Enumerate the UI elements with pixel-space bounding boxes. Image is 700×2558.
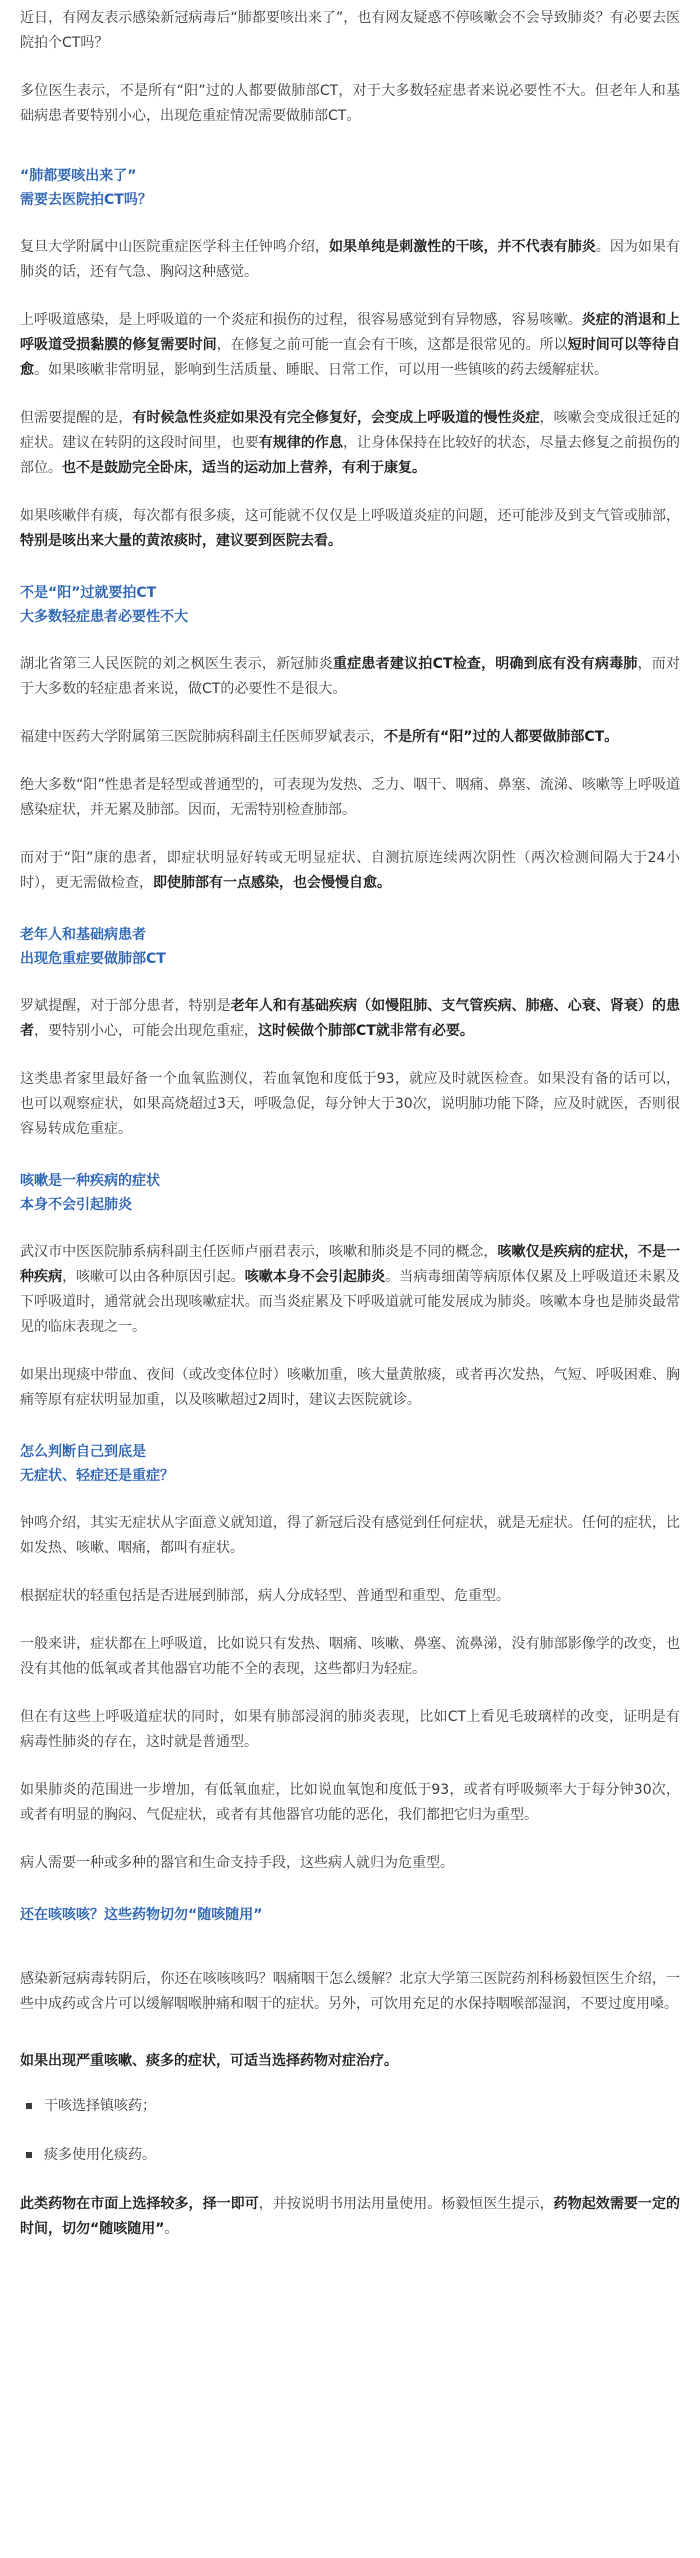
paragraph: 如果肺炎的范围进一步增加，有低氧血症，比如说血氧饱和度低于93，或者有呼吸频率大于每分钟30次，或者有明显的胸闷、气促症状，或者有其他器官功能的恶化，我们都把它归为重型。 <box>20 1782 680 1823</box>
paragraph: 绝大多数“阳”性患者是轻型或普通型的，可表现为发热、乏力、咽干、咽痛、鼻塞、流涕、咳嗽等上呼吸道感染症状，并无累及肺部。因而，无需特别检查肺部。 <box>20 777 680 818</box>
heading-line: 咳嗽是一种疾病的症状 <box>20 1173 160 1189</box>
heading-line: 老年人和基础病患者 <box>20 927 146 943</box>
heading-line: 大多数轻症患者必要性不大 <box>20 609 188 625</box>
paragraph: 钟鸣介绍，其实无症状从字面意义就知道，得了新冠后没有感觉到任何症状，就是无症状。任何的症状，比如发热、咳嗽、咽痛，都叫有症状。 <box>20 1515 680 1556</box>
paragraph: 一般来讲，症状都在上呼吸道，比如说只有发热、咽痛、咳嗽、鼻塞、流鼻涕，没有肺部影像学的改变，也没有其他的低氧或者其他器官功能不全的表现，这些都归为轻症。 <box>20 1636 680 1677</box>
paragraph: 近日，有网友表示感染新冠病毒后“肺都要咳出来了”，也有网友疑惑不停咳嗽会不会导致肺炎？有必要去医院拍个CT吗？ <box>20 10 680 51</box>
heading-line: 无症状、轻症还是重症？ <box>20 1468 174 1484</box>
section-heading <box>20 923 680 971</box>
heading-line: “肺都要咳出来了” <box>20 168 137 184</box>
heading-line: 还在咳咳咳？这些药物切勿“随咳随用” <box>20 1907 263 1923</box>
heading-line: 本身不会引起肺炎 <box>20 1197 132 1213</box>
heading-line: 需要去医院拍CT吗？ <box>20 192 152 208</box>
paragraph: 如果出现痰中带血、夜间（或改变体位时）咳嗽加重，咳大量黄脓痰，或者再次发热，气短、呼吸困难、胸痛等原有症状明显加重，以及咳嗽超过2周时，建议去医院就诊。 <box>20 1367 680 1408</box>
paragraph: 这类患者家里最好备一个血氧监测仪，若血氧饱和度低于93，就应及时就医检查。如果没有备的话可以，也可以观察症状，如果高烧超过3天，呼吸急促，每分钟大于30次，说明肺功能下降，应及时就医，否则很容易转成危重症。 <box>20 1071 680 1137</box>
paragraph: 此类药物在市面上选择较多，择一即可，并按说明书用法用量使用。杨毅恒医生提示，药物起效需要一定的时间，切勿“随咳随用”。 <box>20 2196 681 2237</box>
section-heading <box>20 1903 680 1927</box>
section-heading <box>20 1169 680 1217</box>
paragraph: 感染新冠病毒转阴后，你还在咳咳咳吗？咽痛咽干怎么缓解？北京大学第三医院药剂科杨毅恒医生介绍，一些中成药或含片可以缓解咽喉肿痛和咽干的症状。另外，可饮用充足的水保持咽喉部湿润，不要过度用嗓。 <box>20 1971 680 2012</box>
section-heading <box>20 164 680 212</box>
section-heading <box>20 1440 680 1488</box>
heading-line: 不是“阳”过就要拍CT <box>20 585 157 601</box>
paragraph: 复旦大学附属中山医院重症医学科主任钟鸣介绍，如果单纯是刺激性的干咳，并不代表有肺炎。因为如果有肺炎的话，还有气急、胸闷这种感觉。 <box>20 239 681 280</box>
paragraph: 多位医生表示，不是所有“阳”过的人都要做肺部CT，对于大多数轻症患者来说必要性不大。但老年人和基础病患者要特别小心，出现危重症情况需要做肺部CT。 <box>20 83 680 124</box>
paragraph: 罗斌提醒，对于部分患者，特别是老年人和有基础疾病（如慢阻肺、支气管疾病、肺癌、心衰、肾衰）的患者，要特别小心，可能会出现危重症，这时候做个肺部CT就非常有必要。 <box>20 998 681 1039</box>
section-heading <box>20 581 680 629</box>
paragraph: 而对于“阳”康的患者，即症状明显好转或无明显症状、自测抗原连续两次阴性（两次检测间隔大于24小时），更无需做检查，即使肺部有一点感染，也会慢慢自愈。 <box>20 850 680 891</box>
paragraph: 湖北省第三人民医院的刘之枫医生表示，新冠肺炎重症患者建议拍CT检查，明确到底有没有病毒肺，而对于大多数的轻症患者来说，做CT的必要性不是很大。 <box>20 656 681 697</box>
paragraph: 福建中医药大学附属第三医院肺病科副主任医师罗斌表示，不是所有“阳”过的人都要做肺部CT。 <box>20 729 619 745</box>
list-item: 干咳选择镇咳药； <box>20 2094 680 2119</box>
paragraph: 武汉市中医医院肺系病科副主任医师卢丽君表示，咳嗽和肺炎是不同的概念，咳嗽仅是疾病的症状，不是一种疾病，咳嗽可以由各种原因引起。咳嗽本身不会引起肺炎。当病毒细菌等病原体仅累及上呼吸道还未累及下呼吸道时，通常就会出现咳嗽症状。而当炎症累及下呼吸道就可能发展成为肺炎。咳嗽本身也是肺炎最常见的临床表现之一。 <box>20 1244 681 1335</box>
paragraph: 病人需要一种或多种的器官和生命支持手段，这些病人就归为危重型。 <box>20 1855 454 1871</box>
paragraph: 但需要提醒的是，有时候急性炎症如果没有完全修复好，会变成上呼吸道的慢性炎症，咳嗽会变成很迁延的症状。建议在转阴的这段时间里，也要有规律的作息，让身体保持在比较好的状态，尽量去修复之前损伤的部位。也不是鼓励完全卧床，适当的运动加上营养，有利于康复。 <box>20 410 681 476</box>
list-item: 痰多使用化痰药。 <box>20 2143 680 2168</box>
paragraph: 根据症状的轻重包括是否进展到肺部，病人分成轻型、普通型和重型、危重型。 <box>20 1588 510 1604</box>
paragraph: 上呼吸道感染，是上呼吸道的一个炎症和损伤的过程，很容易感觉到有异物感，容易咳嗽。炎症的消退和上呼吸道受损黏膜的修复需要时间，在修复之前可能一直会有干咳，这都是很常见的。所以短时间可以等待自愈。如果咳嗽非常明显，影响到生活质量、睡眠、日常工作，可以用一些镇咳的药去缓解症状。 <box>20 312 681 378</box>
paragraph: 如果咳嗽伴有痰，每次都有很多痰，这可能就不仅仅是上呼吸道炎症的问题，还可能涉及到支气管或肺部，特别是咳出来大量的黄浓痰时，建议要到医院去看。 <box>20 508 680 549</box>
heading-line: 出现危重症要做肺部CT <box>20 951 166 967</box>
bullet-list <box>20 2094 680 2168</box>
heading-line: 怎么判断自己到底是 <box>20 1444 146 1460</box>
paragraph: 但在有这些上呼吸道症状的同时，如果有肺部浸润的肺炎表现，比如CT上看见毛玻璃样的改变，证明是有病毒性肺炎的存在，这时就是普通型。 <box>20 1709 680 1750</box>
paragraph: 如果出现严重咳嗽、痰多的症状，可适当选择药物对症治疗。 <box>20 2053 398 2069</box>
